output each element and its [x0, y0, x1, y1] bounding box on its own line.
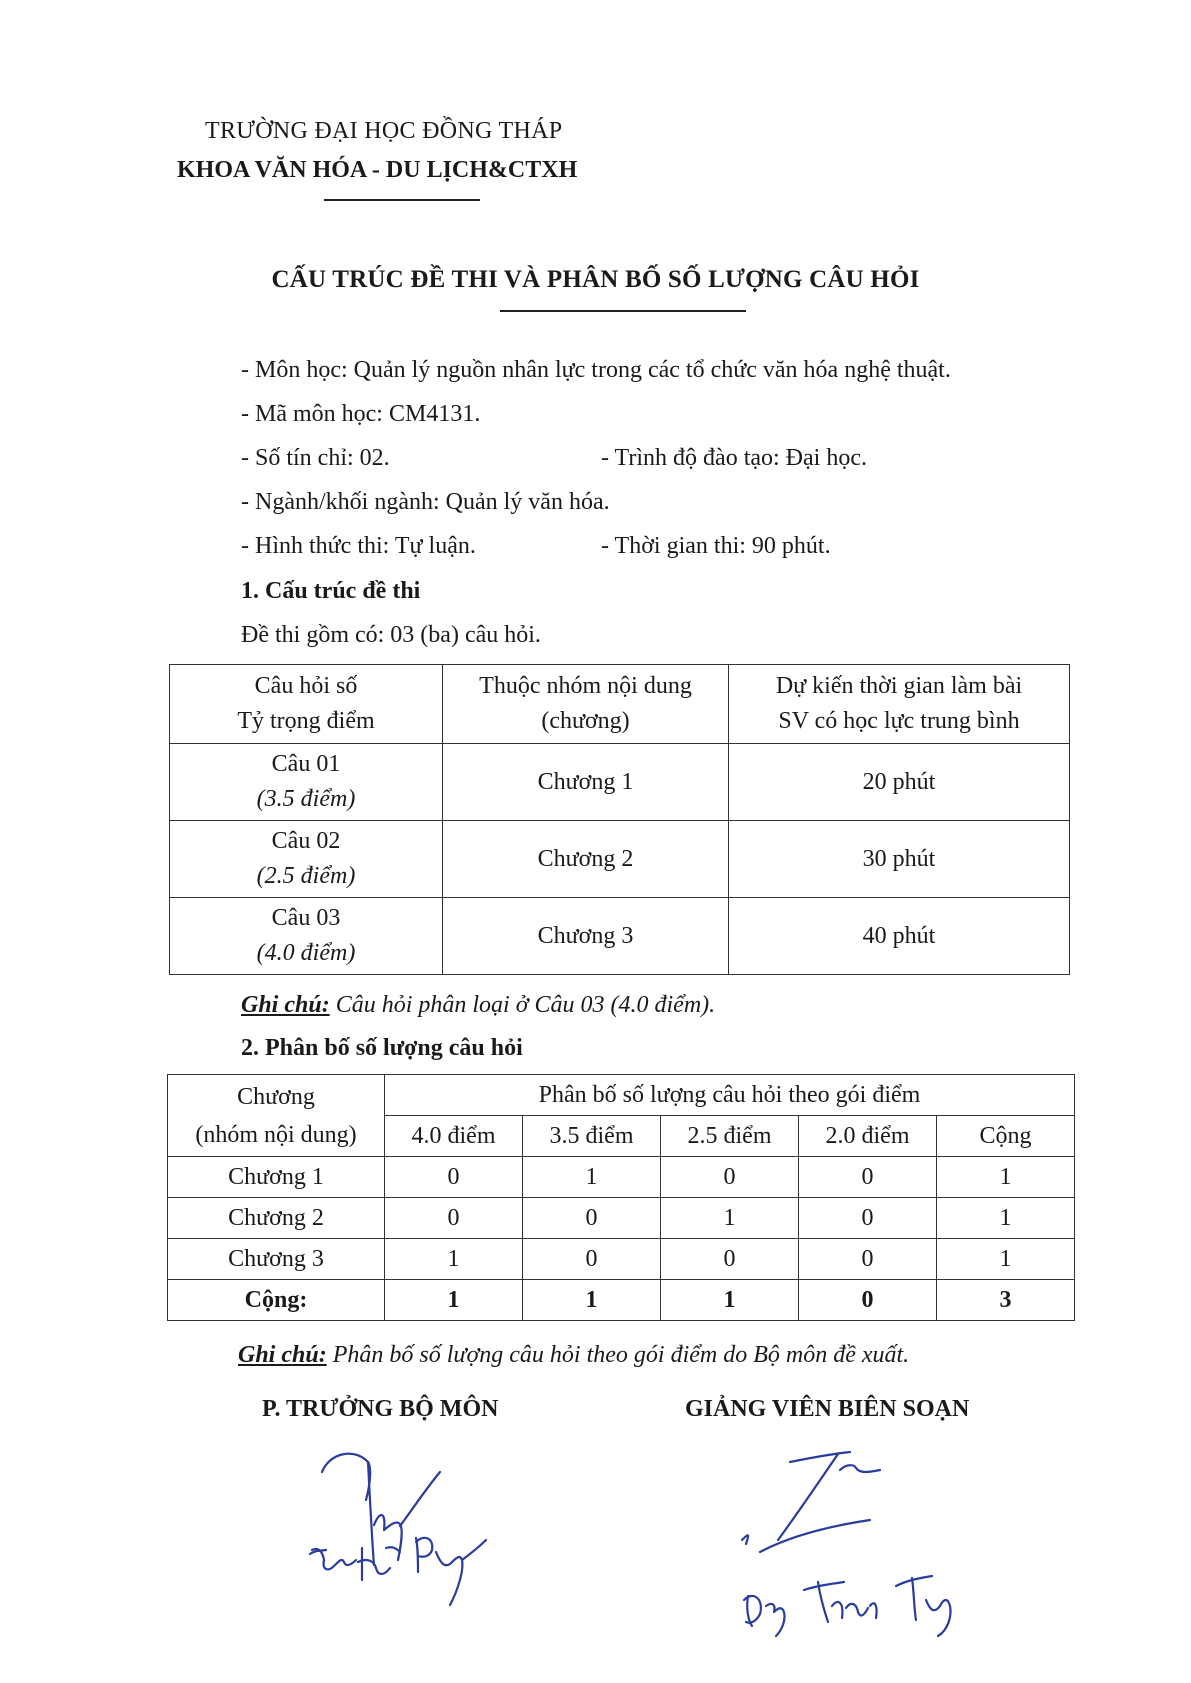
- table-header-row: [168, 1075, 1075, 1116]
- question-points: (4.0 điểm): [256, 940, 356, 966]
- header-cell: [170, 665, 443, 744]
- note-text: Câu hỏi phân loại ở Câu 03 (4.0 điểm).: [329, 992, 716, 1018]
- chapter-cell: Chương 2: [443, 821, 729, 898]
- note-text: Phân bố số lượng câu hỏi theo gói điểm do Bộ môn đề xuất.: [326, 1342, 910, 1368]
- column-header: 3.5 điểm: [523, 1116, 661, 1157]
- row-label: Chương 2: [168, 1198, 385, 1239]
- value-cell: 1: [937, 1239, 1075, 1280]
- section-2-note: [238, 1342, 909, 1369]
- question-points: (2.5 điểm): [256, 863, 356, 889]
- section-1-intro: Đề thi gồm có: 03 (ba) câu hỏi.: [241, 622, 541, 648]
- header-line: (nhóm nội dung): [195, 1121, 357, 1148]
- value-cell: 0: [523, 1198, 661, 1239]
- header-cell: [443, 665, 729, 744]
- info-major: - Ngành/khối ngành: Quản lý văn hóa.: [241, 489, 610, 515]
- value-cell: 0: [799, 1157, 937, 1198]
- value-cell: 1: [385, 1239, 523, 1280]
- row-label: Chương 1: [168, 1157, 385, 1198]
- info-exam-form: - Hình thức thi: Tự luận.: [241, 533, 476, 559]
- column-header: 4.0 điểm: [385, 1116, 523, 1157]
- column-header: 2.0 điểm: [799, 1116, 937, 1157]
- exam-structure-table: [169, 664, 1070, 975]
- column-header: 2.5 điểm: [661, 1116, 799, 1157]
- chapter-cell: Chương 1: [443, 744, 729, 821]
- column-header: Cộng: [937, 1116, 1075, 1157]
- table-row: [170, 898, 1070, 975]
- info-exam-time: - Thời gian thi: 90 phút.: [601, 533, 831, 559]
- signer-right-title: GIẢNG VIÊN BIÊN SOẠN: [685, 1396, 970, 1422]
- header-cell: [729, 665, 1070, 744]
- header-line: Tỷ trọng điểm: [237, 708, 375, 734]
- university-name: TRƯỜNG ĐẠI HỌC ĐỒNG THÁP: [205, 118, 563, 144]
- value-cell: 0: [661, 1157, 799, 1198]
- header-divider: [324, 199, 480, 201]
- title-divider: [500, 310, 746, 312]
- time-cell: 40 phút: [729, 898, 1070, 975]
- question-label: Câu 02: [271, 828, 341, 854]
- value-cell: 0: [385, 1157, 523, 1198]
- signer-left-title: P. TRƯỞNG BỘ MÔN: [262, 1396, 499, 1422]
- header-line: Chương: [237, 1083, 315, 1110]
- note-label: Ghi chú:: [238, 1342, 327, 1368]
- value-cell: 0: [385, 1198, 523, 1239]
- group-header-cell: Phân bố số lượng câu hỏi theo gói điểm: [385, 1075, 1075, 1116]
- info-credits: - Số tín chỉ: 02.: [241, 445, 390, 471]
- section-1-heading: 1. Cấu trúc đề thi: [241, 578, 421, 604]
- value-cell: 1: [523, 1157, 661, 1198]
- question-cell: [170, 821, 443, 898]
- question-distribution-table: [167, 1074, 1075, 1321]
- value-cell: 0: [799, 1198, 937, 1239]
- total-cell: 1: [523, 1280, 661, 1321]
- document-title: CẤU TRÚC ĐỀ THI VÀ PHÂN BỐ SỐ LƯỢNG CÂU HỎI: [271, 266, 920, 293]
- value-cell: 0: [523, 1239, 661, 1280]
- right-signature: [720, 1440, 980, 1640]
- value-cell: 1: [937, 1198, 1075, 1239]
- table-header-row: [170, 665, 1070, 744]
- question-label: Câu 03: [271, 905, 341, 931]
- table-row: [168, 1239, 1075, 1280]
- question-cell: [170, 898, 443, 975]
- info-course-code: - Mã môn học: CM4131.: [241, 401, 481, 427]
- table-row: [170, 744, 1070, 821]
- header-line: Câu hỏi số: [254, 673, 358, 699]
- question-points: (3.5 điểm): [256, 786, 356, 812]
- header-line: (chương): [541, 708, 630, 734]
- question-cell: [170, 744, 443, 821]
- value-cell: 0: [661, 1239, 799, 1280]
- total-cell: 1: [385, 1280, 523, 1321]
- table-row: [168, 1198, 1075, 1239]
- time-cell: 30 phút: [729, 821, 1070, 898]
- value-cell: 0: [799, 1239, 937, 1280]
- total-cell: 3: [937, 1280, 1075, 1321]
- note-label: Ghi chú:: [241, 992, 330, 1018]
- info-subject: - Môn học: Quản lý nguồn nhân lực trong các tổ chức văn hóa nghệ thuật.: [241, 357, 951, 383]
- table-row: [168, 1157, 1075, 1198]
- left-signature: [300, 1430, 540, 1630]
- total-cell: 0: [799, 1280, 937, 1321]
- time-cell: 20 phút: [729, 744, 1070, 821]
- row-label: Cộng:: [168, 1280, 385, 1321]
- table-row: [170, 821, 1070, 898]
- total-cell: 1: [661, 1280, 799, 1321]
- header-line: Dự kiến thời gian làm bài: [775, 673, 1023, 699]
- faculty-name: KHOA VĂN HÓA - DU LỊCH&CTXH: [177, 157, 578, 183]
- header-cell: [168, 1075, 385, 1157]
- value-cell: 1: [661, 1198, 799, 1239]
- total-row: [168, 1280, 1075, 1321]
- header-line: Thuộc nhóm nội dung: [479, 673, 692, 699]
- row-label: Chương 3: [168, 1239, 385, 1280]
- question-label: Câu 01: [271, 751, 341, 777]
- value-cell: 1: [937, 1157, 1075, 1198]
- chapter-cell: Chương 3: [443, 898, 729, 975]
- info-training-level: - Trình độ đào tạo: Đại học.: [601, 445, 867, 471]
- section-2-heading: 2. Phân bố số lượng câu hỏi: [241, 1035, 523, 1061]
- section-1-note: [241, 992, 715, 1019]
- header-line: SV có học lực trung bình: [778, 708, 1020, 734]
